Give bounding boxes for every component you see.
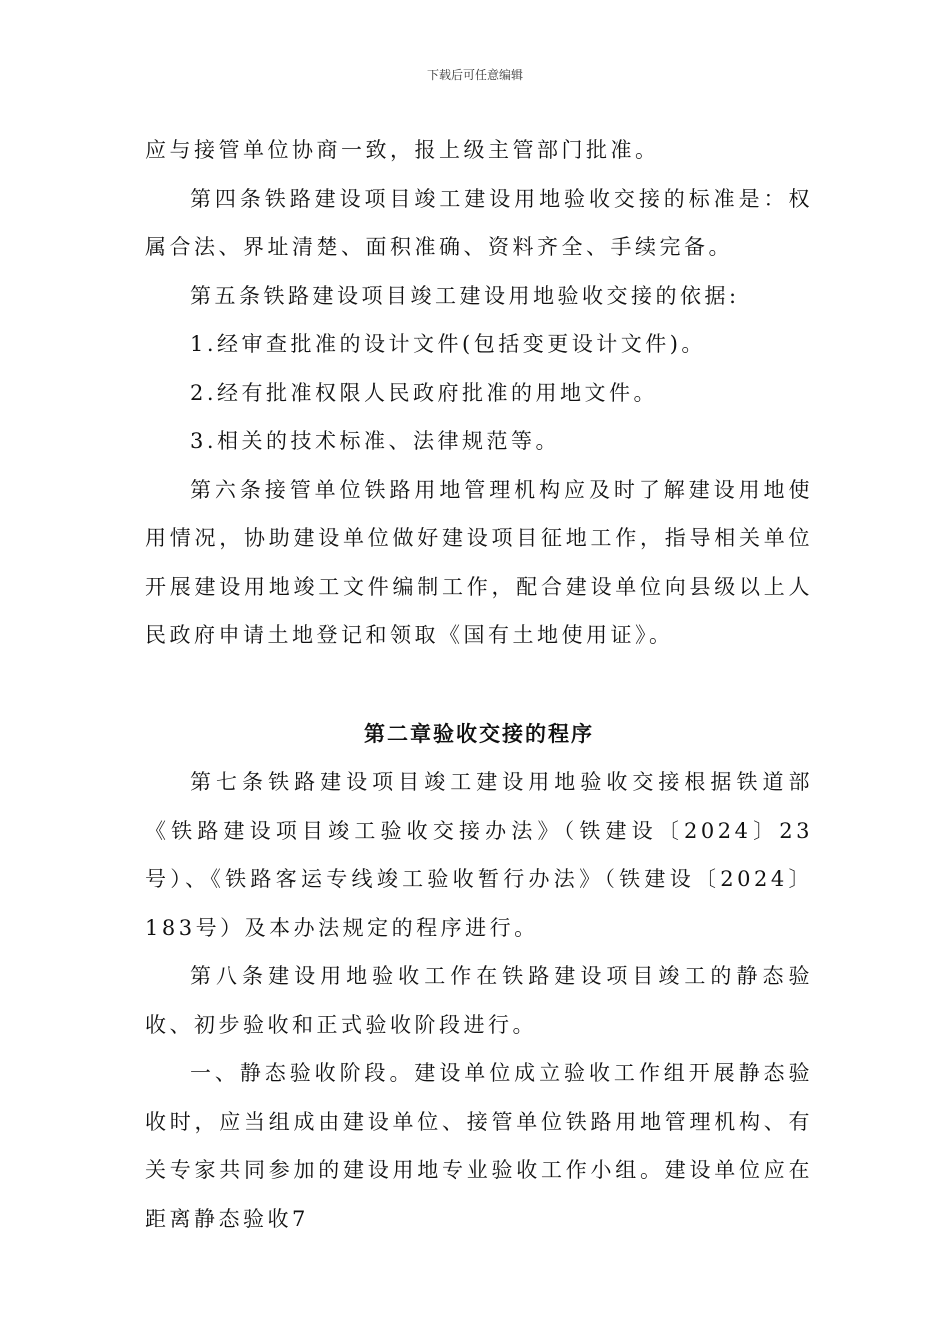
document-body — [145, 126, 813, 1243]
list-item-2: 2.经有批准权限人民政府批准的用地文件。 — [190, 380, 659, 405]
section-spacer — [145, 660, 813, 710]
article-8: 第八条建设用地验收工作在铁路建设项目竣工的静态验收、初步验收和正式验收阶段进行。 — [145, 964, 813, 1037]
article-5: 第五条铁路建设项目竣工建设用地验收交接的依据: — [190, 283, 740, 308]
static-acceptance-stage: 一、静态验收阶段。建设单位成立验收工作组开展静态验收时，应当组成由建设单位、接管单位铁路用地管理机构、有关专家共同参加的建设用地专业验收工作小组。建设单位应在距离静态验收7 — [145, 1061, 813, 1231]
article-6: 第六条接管单位铁路用地管理机构应及时了解建设用地使用情况，协助建设单位做好建设项目征地工作，指导相关单位开展建设用地竣工文件编制工作，配合建设单位向县级以上人民政府申请土地登记和领取《国有土地使用证》。 — [145, 477, 813, 647]
list-item-3: 3.相关的技术标准、法律规范等。 — [190, 429, 561, 453]
article-4: 第四条铁路建设项目竣工建设用地验收交接的标准是：权属合法、界址清楚、面积准确、资料齐全、手续完备。 — [145, 186, 813, 259]
page-header: 下载后可任意编辑 — [426, 68, 523, 82]
chapter-title: 第二章验收交接的程序 — [364, 721, 594, 746]
list-item-1: 1.经审查批准的设计文件(包括变更设计文件)。 — [190, 332, 706, 356]
paragraph: 应与接管单位协商一致，报上级主管部门批准。 — [145, 138, 660, 162]
article-7: 第七条铁路建设项目竣工建设用地验收交接根据铁道部《铁路建设项目竣工验收交接办法》（铁建设〔2024〕23号）、《铁路客运专线竣工验收暂行办法》（铁建设〔2024〕183号）及本办法规定的程序进行。 — [145, 770, 813, 940]
